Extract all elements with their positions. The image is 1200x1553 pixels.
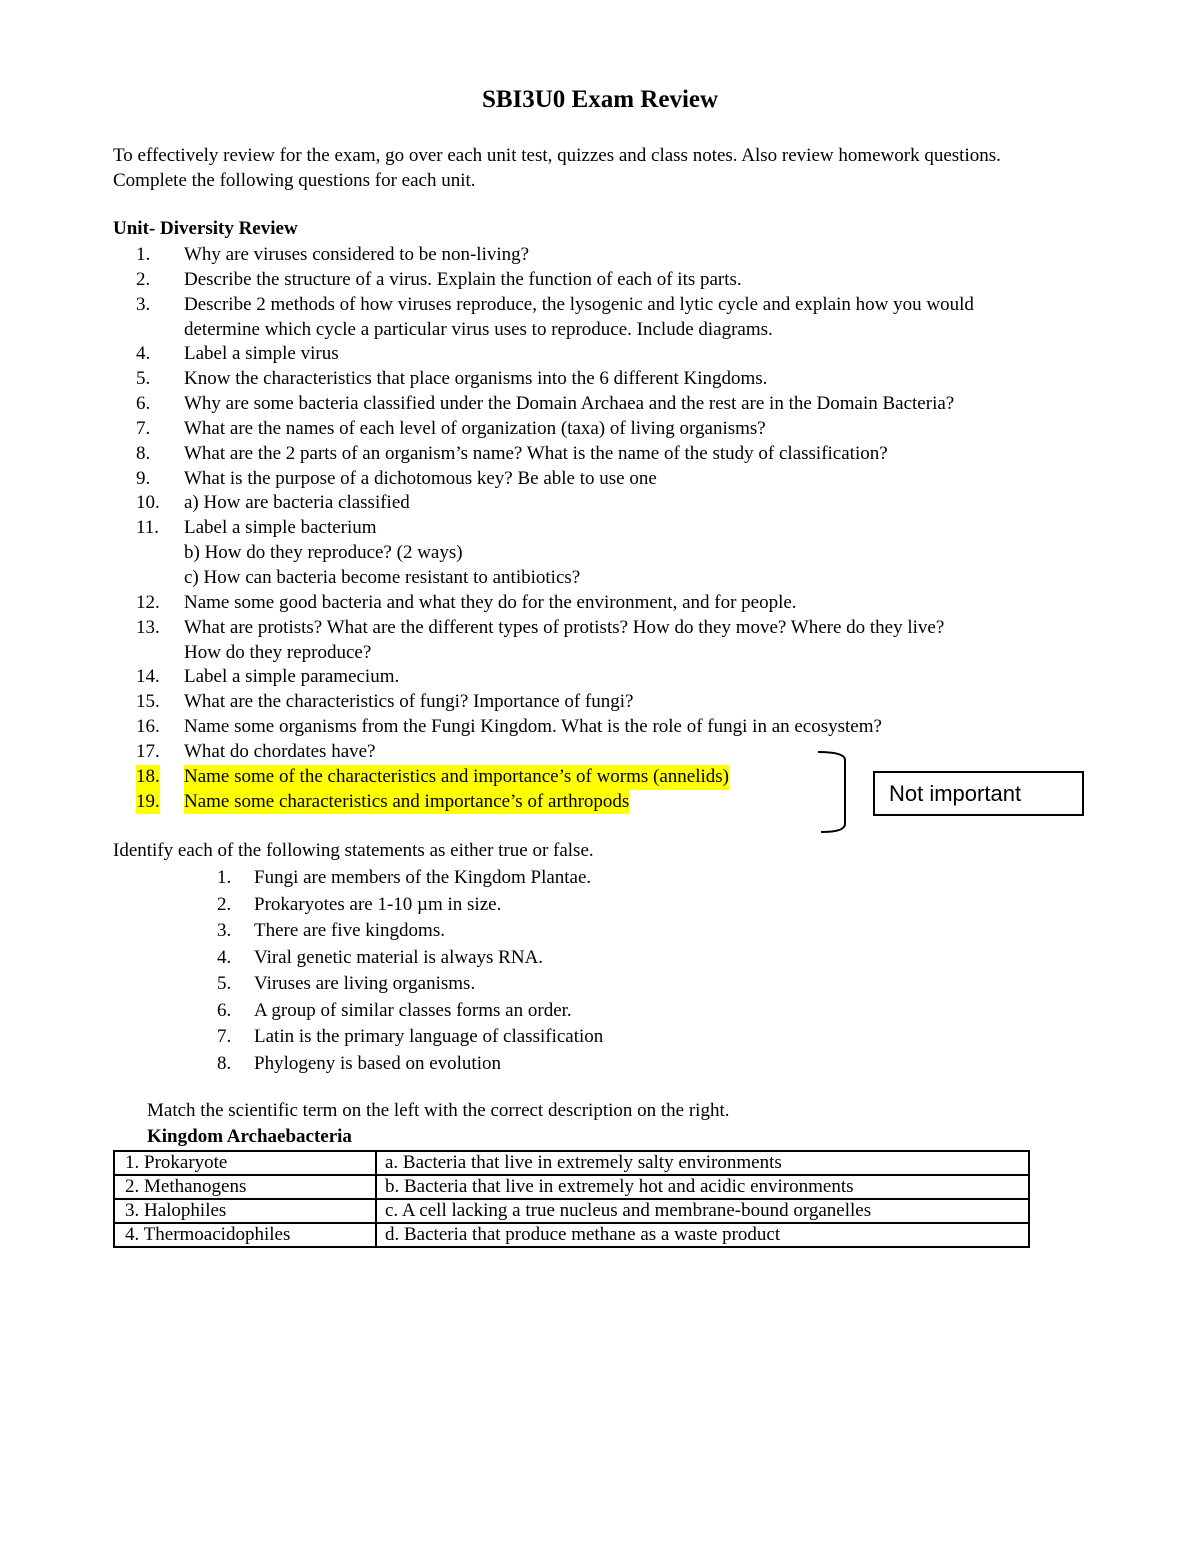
question-number: 19. [136, 790, 160, 815]
question-line [113, 467, 1113, 492]
question-text: Label a simple virus [184, 343, 339, 365]
question-line [113, 541, 1113, 566]
question-number: 7. [136, 417, 151, 439]
question-number: 16. [136, 716, 160, 738]
review-question-list [113, 243, 1113, 814]
statement-text: A group of similar classes forms an order. [254, 999, 572, 1021]
question-line [113, 293, 1113, 318]
table-row [114, 1199, 1029, 1223]
highlighted-question-text: Name some characteristics and importance’s of arthropods [184, 790, 629, 815]
statement-number: 4. [217, 946, 232, 968]
question-line [113, 268, 1113, 293]
statement-number: 7. [217, 1026, 232, 1047]
question-number: 5. [136, 368, 151, 390]
question-line [113, 243, 1113, 268]
statement-text: There are five kingdoms. [254, 920, 445, 941]
statement-text: Phylogeny is based on evolution [254, 1052, 501, 1074]
question-line [113, 740, 1113, 765]
true-false-instructions: Identify each of the following statements as either true or false. [113, 840, 594, 861]
curly-bracket-icon [815, 750, 855, 834]
question-text: Label a simple paramecium. [184, 666, 400, 688]
term-cell: 3. Halophiles [114, 1199, 376, 1223]
term-cell: 4. Thermoacidophiles [114, 1223, 376, 1247]
question-text: Label a simple bacterium [184, 517, 377, 539]
question-number: 15. [136, 691, 160, 713]
table-row [114, 1223, 1029, 1247]
question-text: What is the purpose of a dichotomous key? Be able to use one [184, 467, 657, 489]
question-text: What are the characteristics of fungi? Importance of fungi? [184, 691, 634, 713]
question-line [113, 516, 1113, 541]
question-text: Describe 2 methods of how viruses reproduce, the lysogenic and lytic cycle and explain how you would [184, 293, 974, 315]
matching-instructions: Match the scientific term on the left with the correct description on the right. [147, 1100, 730, 1121]
statement-number: 2. [217, 893, 232, 915]
question-text: Name some organisms from the Fungi Kingdom. What is the role of fungi in an ecosystem? [184, 716, 882, 738]
question-number: 6. [136, 393, 151, 415]
highlighted-question-text: Name some of the characteristics and importance’s of worms (annelids) [184, 765, 729, 790]
table-row [114, 1151, 1029, 1175]
description-cell: c. A cell lacking a true nucleus and membrane-bound organelles [376, 1199, 1029, 1223]
statement-text: Viral genetic material is always RNA. [254, 946, 544, 968]
question-number: 4. [136, 343, 151, 365]
question-line [113, 566, 1113, 591]
statement-number: 8. [217, 1052, 232, 1074]
question-line [113, 591, 1113, 616]
statement-text: Latin is the primary language of classification [254, 1026, 604, 1047]
question-line [113, 318, 1113, 343]
question-text: Name some good bacteria and what they do for the environment, and for people. [184, 591, 797, 613]
question-text: Why are viruses considered to be non-living? [184, 244, 530, 265]
matching-table [113, 1150, 1030, 1248]
question-line [113, 690, 1113, 715]
statement-text: Prokaryotes are 1-10 µm in size. [254, 893, 502, 915]
question-text: What do chordates have? [184, 740, 376, 762]
question-line [113, 616, 1113, 641]
question-number: 14. [136, 666, 160, 688]
statement-number: 6. [217, 999, 232, 1021]
question-number: 11. [136, 517, 160, 539]
statement-number: 5. [217, 973, 232, 994]
question-number: 17. [136, 740, 160, 762]
question-text: What are protists? What are the different types of protists? How do they move? Where do they live? [184, 616, 945, 638]
question-number: 10. [136, 492, 160, 514]
question-text: determine which cycle a particular virus uses to reproduce. Include diagrams. [184, 318, 773, 340]
description-cell: d. Bacteria that produce methane as a waste product [376, 1223, 1029, 1247]
question-line [113, 417, 1113, 442]
term-cell: 2. Methanogens [114, 1175, 376, 1199]
question-text: a) How are bacteria classified [184, 492, 410, 514]
question-text: Describe the structure of a virus. Explain the function of each of its parts. [184, 268, 742, 290]
statement-number: 3. [217, 920, 232, 941]
question-text: b) How do they reproduce? (2 ways) [184, 542, 463, 564]
question-number: 8. [136, 442, 151, 464]
question-line [113, 392, 1113, 417]
question-number: 12. [136, 591, 160, 613]
question-line [113, 491, 1113, 516]
question-line [113, 715, 1113, 740]
question-text: Why are some bacteria classified under the Domain Archaea and the rest are in the Domain Bacteria? [184, 393, 955, 415]
question-text: Know the characteristics that place organisms into the 6 different Kingdoms. [184, 368, 768, 390]
question-text: c) How can bacteria become resistant to antibiotics? [184, 566, 581, 588]
question-line [113, 342, 1113, 367]
statement-text: Fungi are members of the Kingdom Plantae. [254, 867, 592, 888]
unit-heading: Unit- Diversity Review [113, 218, 298, 239]
question-number: 3. [136, 293, 151, 315]
question-number: 2. [136, 268, 151, 290]
question-line [113, 367, 1113, 392]
question-number: 9. [136, 467, 151, 489]
statement-text: Viruses are living organisms. [254, 973, 476, 994]
question-line [113, 665, 1113, 690]
term-cell: 1. Prokaryote [114, 1151, 376, 1175]
question-line [113, 442, 1113, 467]
question-line [113, 641, 1113, 666]
question-text: What are the names of each level of organization (taxa) of living organisms? [184, 417, 766, 439]
not-important-annotation: Not important [873, 771, 1084, 816]
question-number: 13. [136, 616, 160, 638]
description-cell: b. Bacteria that live in extremely hot and acidic environments [376, 1175, 1029, 1199]
intro-paragraph: To effectively review for the exam, go over each unit test, quizzes and class notes. Also review homework questions. Complete the following questions for each unit. [113, 145, 1001, 191]
table-row [114, 1175, 1029, 1199]
description-cell: a. Bacteria that live in extremely salty environments [376, 1151, 1029, 1175]
matching-heading: Kingdom Archaebacteria [147, 1126, 352, 1147]
page-title: SBI3U0 Exam Review [481, 86, 719, 113]
question-text: What are the 2 parts of an organism’s name? What is the name of the study of classification? [184, 442, 888, 464]
question-number: 18. [136, 765, 160, 790]
question-text: How do they reproduce? [184, 641, 372, 663]
question-number: 1. [136, 244, 151, 265]
statement-number: 1. [217, 867, 232, 888]
